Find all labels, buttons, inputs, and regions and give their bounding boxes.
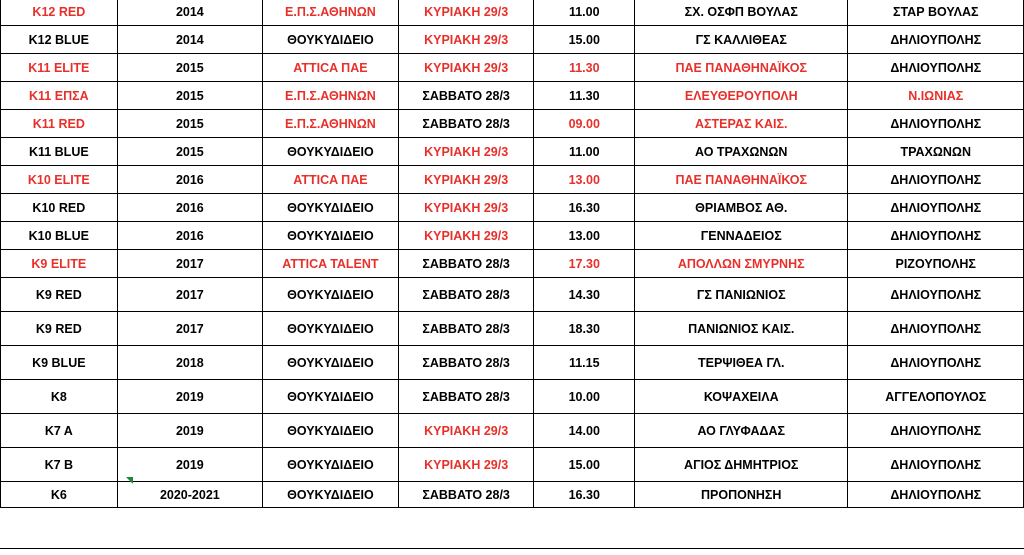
birth-year-cell: 2016 [117, 222, 262, 250]
match-day-cell: ΚΥΡΙΑΚΗ 29/3 [398, 54, 534, 82]
time-cell: 18.30 [534, 312, 635, 346]
time-cell: 11.30 [534, 54, 635, 82]
opponent-cell: ΑΟ ΓΛΥΦΑΔΑΣ [635, 414, 848, 448]
match-day-cell: ΣΑΒΒΑΤΟ 28/3 [398, 346, 534, 380]
ground-cell: ΔΗΛΙΟΥΠΟΛΗΣ [848, 448, 1024, 482]
ground-cell: ΔΗΛΙΟΥΠΟΛΗΣ [848, 414, 1024, 448]
time-cell: 14.30 [534, 278, 635, 312]
table-row [1, 346, 1024, 380]
birth-year-cell: 2018 [117, 346, 262, 380]
table-row [1, 312, 1024, 346]
time-cell: 13.00 [534, 222, 635, 250]
birth-year-cell: 2017 [117, 278, 262, 312]
birth-year-cell: 2020-2021 [117, 482, 262, 508]
birth-year-cell: 2016 [117, 194, 262, 222]
venue-cell: Ε.Π.Σ.ΑΘΗΝΩΝ [263, 82, 399, 110]
ground-cell: ΔΗΛΙΟΥΠΟΛΗΣ [848, 166, 1024, 194]
time-cell: 11.00 [534, 138, 635, 166]
ground-cell: ΔΗΛΙΟΥΠΟΛΗΣ [848, 482, 1024, 508]
venue-cell: ATTICA ΠΑΕ [263, 54, 399, 82]
opponent-cell: ΠΑΕ ΠΑΝΑΘΗΝΑΪΚΟΣ [635, 166, 848, 194]
match-day-cell: ΚΥΡΙΑΚΗ 29/3 [398, 222, 534, 250]
table-row [1, 0, 1024, 26]
team-cell: K11 ΕΠΣΑ [1, 82, 118, 110]
opponent-cell: ΓΕΝΝΑΔΕΙΟΣ [635, 222, 848, 250]
venue-cell: ATTICA ΠΑΕ [263, 166, 399, 194]
table-row [1, 26, 1024, 54]
ground-cell: Ν.ΙΩΝΙΑΣ [848, 82, 1024, 110]
team-cell: K9 RED [1, 312, 118, 346]
team-cell: K10 RED [1, 194, 118, 222]
birth-year-cell: 2015 [117, 82, 262, 110]
table-row [1, 138, 1024, 166]
team-cell: K11 ELITE [1, 54, 118, 82]
team-cell: K12 BLUE [1, 26, 118, 54]
team-cell: K9 BLUE [1, 346, 118, 380]
venue-cell: ΘΟΥΚΥΔΙΔΕΙΟ [263, 222, 399, 250]
team-cell: K10 ELITE [1, 166, 118, 194]
venue-cell: ΘΟΥΚΥΔΙΔΕΙΟ [263, 346, 399, 380]
team-cell: K9 RED [1, 278, 118, 312]
team-cell: K11 RED [1, 110, 118, 138]
team-cell: K10 BLUE [1, 222, 118, 250]
opponent-cell: ΠΑΝΙΩΝΙΟΣ ΚΑΙΣ. [635, 312, 848, 346]
table-row [1, 110, 1024, 138]
birth-year-cell: 2019 [117, 448, 262, 482]
opponent-cell: ΑΣΤΕΡΑΣ ΚΑΙΣ. [635, 110, 848, 138]
match-day-cell: ΣΑΒΒΑΤΟ 28/3 [398, 312, 534, 346]
time-cell: 16.30 [534, 482, 635, 508]
opponent-cell: ΤΕΡΨΙΘΕΑ ΓΛ. [635, 346, 848, 380]
table-row [1, 482, 1024, 508]
match-day-cell: ΚΥΡΙΑΚΗ 29/3 [398, 448, 534, 482]
venue-cell: ΘΟΥΚΥΔΙΔΕΙΟ [263, 278, 399, 312]
table-row [1, 414, 1024, 448]
match-day-cell: ΣΑΒΒΑΤΟ 28/3 [398, 278, 534, 312]
table-row [1, 194, 1024, 222]
team-cell: K8 [1, 380, 118, 414]
table-row [1, 222, 1024, 250]
venue-cell: ΘΟΥΚΥΔΙΔΕΙΟ [263, 26, 399, 54]
table-row [1, 278, 1024, 312]
time-cell: 17.30 [534, 250, 635, 278]
match-day-cell: ΣΑΒΒΑΤΟ 28/3 [398, 380, 534, 414]
team-cell: K9 ELITE [1, 250, 118, 278]
table-row [1, 380, 1024, 414]
table-row [1, 82, 1024, 110]
birth-year-cell: 2015 [117, 110, 262, 138]
time-cell: 13.00 [534, 166, 635, 194]
ground-cell: ΡΙΖΟΥΠΟΛΗΣ [848, 250, 1024, 278]
ground-cell: ΔΗΛΙΟΥΠΟΛΗΣ [848, 312, 1024, 346]
cell-comment-indicator-icon[interactable] [126, 477, 133, 484]
birth-year-cell: 2014 [117, 26, 262, 54]
ground-cell: ΑΓΓΕΛΟΠΟΥΛΟΣ [848, 380, 1024, 414]
ground-cell: ΣΤΑΡ ΒΟΥΛΑΣ [848, 0, 1024, 26]
opponent-cell: ΠΑΕ ΠΑΝΑΘΗΝΑΪΚΟΣ [635, 54, 848, 82]
ground-cell: ΔΗΛΙΟΥΠΟΛΗΣ [848, 26, 1024, 54]
birth-year-cell: 2015 [117, 138, 262, 166]
venue-cell: Ε.Π.Σ.ΑΘΗΝΩΝ [263, 110, 399, 138]
opponent-cell: ΕΛΕΥΘΕΡΟΥΠΟΛΗ [635, 82, 848, 110]
ground-cell: ΔΗΛΙΟΥΠΟΛΗΣ [848, 222, 1024, 250]
table-row [1, 166, 1024, 194]
time-cell: 15.00 [534, 26, 635, 54]
time-cell: 11.00 [534, 0, 635, 26]
venue-cell: Ε.Π.Σ.ΑΘΗΝΩΝ [263, 0, 399, 26]
venue-cell: ΘΟΥΚΥΔΙΔΕΙΟ [263, 448, 399, 482]
team-cell: K11 BLUE [1, 138, 118, 166]
time-cell: 11.15 [534, 346, 635, 380]
venue-cell: ΘΟΥΚΥΔΙΔΕΙΟ [263, 138, 399, 166]
time-cell: 16.30 [534, 194, 635, 222]
opponent-cell: ΣΧ. ΟΣΦΠ ΒΟΥΛΑΣ [635, 0, 848, 26]
team-cell: K7 B [1, 448, 118, 482]
match-day-cell: ΚΥΡΙΑΚΗ 29/3 [398, 194, 534, 222]
match-day-cell: ΣΑΒΒΑΤΟ 28/3 [398, 82, 534, 110]
opponent-cell: ΚΟΨΑΧΕΙΛΑ [635, 380, 848, 414]
match-day-cell: ΚΥΡΙΑΚΗ 29/3 [398, 138, 534, 166]
time-cell: 15.00 [534, 448, 635, 482]
opponent-cell: ΓΣ ΚΑΛΛΙΘΕΑΣ [635, 26, 848, 54]
venue-cell: ΘΟΥΚΥΔΙΔΕΙΟ [263, 380, 399, 414]
ground-cell: ΔΗΛΙΟΥΠΟΛΗΣ [848, 54, 1024, 82]
table-row [1, 448, 1024, 482]
birth-year-cell: 2016 [117, 166, 262, 194]
birth-year-cell: 2015 [117, 54, 262, 82]
ground-cell: ΔΗΛΙΟΥΠΟΛΗΣ [848, 346, 1024, 380]
opponent-cell: ΑΠΟΛΛΩΝ ΣΜΥΡΝΗΣ [635, 250, 848, 278]
time-cell: 14.00 [534, 414, 635, 448]
time-cell: 10.00 [534, 380, 635, 414]
venue-cell: ΘΟΥΚΥΔΙΔΕΙΟ [263, 312, 399, 346]
birth-year-cell: 2017 [117, 250, 262, 278]
birth-year-cell: 2019 [117, 380, 262, 414]
ground-cell: ΔΗΛΙΟΥΠΟΛΗΣ [848, 110, 1024, 138]
opponent-cell: ΓΣ ΠΑΝΙΩΝΙΟΣ [635, 278, 848, 312]
table-row [1, 250, 1024, 278]
opponent-cell: ΑΓΙΟΣ ΔΗΜΗΤΡΙΟΣ [635, 448, 848, 482]
ground-cell: ΔΗΛΙΟΥΠΟΛΗΣ [848, 278, 1024, 312]
match-day-cell: ΣΑΒΒΑΤΟ 28/3 [398, 250, 534, 278]
opponent-cell: ΘΡΙΑΜΒΟΣ ΑΘ. [635, 194, 848, 222]
ground-cell: ΔΗΛΙΟΥΠΟΛΗΣ [848, 194, 1024, 222]
team-cell: K6 [1, 482, 118, 508]
time-cell: 11.30 [534, 82, 635, 110]
match-day-cell: ΚΥΡΙΑΚΗ 29/3 [398, 166, 534, 194]
venue-cell: ΘΟΥΚΥΔΙΔΕΙΟ [263, 194, 399, 222]
table-row [1, 54, 1024, 82]
match-day-cell: ΣΑΒΒΑΤΟ 28/3 [398, 110, 534, 138]
birth-year-cell: 2014 [117, 0, 262, 26]
match-day-cell: ΣΑΒΒΑΤΟ 28/3 [398, 482, 534, 508]
ground-cell: ΤΡΑΧΩΝΩΝ [848, 138, 1024, 166]
time-cell: 09.00 [534, 110, 635, 138]
team-cell: K12 RED [1, 0, 118, 26]
team-cell: K7 A [1, 414, 118, 448]
opponent-cell: ΠΡΟΠΟΝΗΣΗ [635, 482, 848, 508]
match-day-cell: ΚΥΡΙΑΚΗ 29/3 [398, 0, 534, 26]
venue-cell: ΘΟΥΚΥΔΙΔΕΙΟ [263, 414, 399, 448]
match-day-cell: ΚΥΡΙΑΚΗ 29/3 [398, 26, 534, 54]
birth-year-cell: 2019 [117, 414, 262, 448]
opponent-cell: ΑΟ ΤΡΑΧΩΝΩΝ [635, 138, 848, 166]
venue-cell: ΘΟΥΚΥΔΙΔΕΙΟ [263, 482, 399, 508]
birth-year-cell: 2017 [117, 312, 262, 346]
match-day-cell: ΚΥΡΙΑΚΗ 29/3 [398, 414, 534, 448]
venue-cell: ATTICA TALENT [263, 250, 399, 278]
